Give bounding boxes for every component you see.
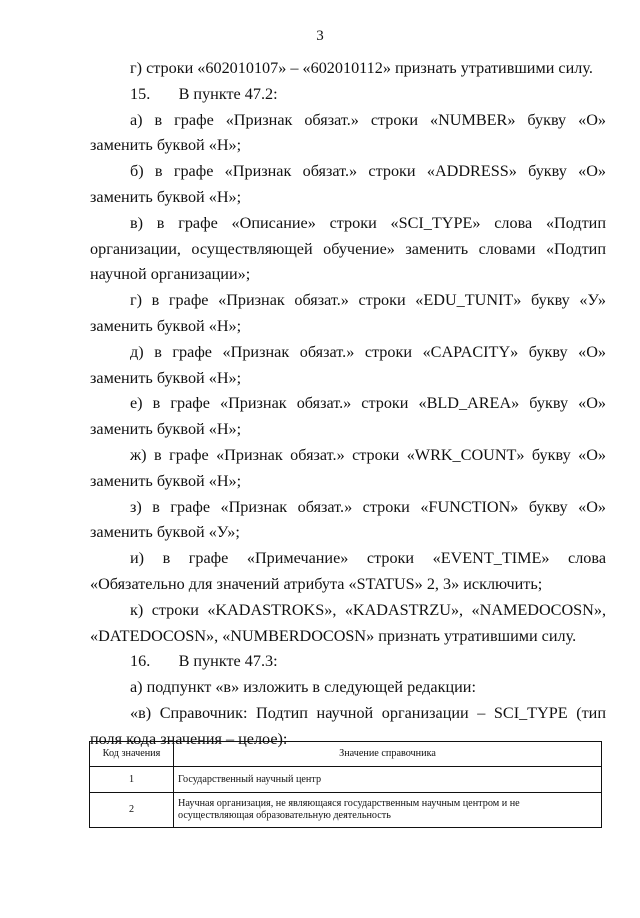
paragraph: д) в графе «Признак обязат.» строки «CAPACITY» букву «О» заменить буквой «Н»;: [90, 342, 606, 387]
paragraph: з) в графе «Признак обязат.» строки «FUNCTION» букву «О» заменить буквой «У»;: [90, 497, 606, 542]
table-header-row: [90, 742, 602, 767]
paragraph: «в) Справочник: Подтип научной организации – SCI_TYPE (тип поля кода значения – целое):: [90, 703, 606, 748]
paragraph: в) в графе «Описание» строки «SCI_TYPE» слова «Подтип организации, осуществляющей обучение» заменить словами «Подтип научной организации»;: [90, 213, 606, 284]
paragraph: е) в графе «Признак обязат.» строки «BLD_AREA» букву «О» заменить буквой «Н»;: [90, 394, 606, 439]
column-header-code: Код значения: [90, 742, 174, 767]
paragraph: а) в графе «Признак обязат.» строки «NUMBER» букву «О» заменить буквой «Н»;: [90, 110, 606, 155]
table-cell-code: 1: [90, 767, 174, 793]
reference-table: [89, 741, 602, 828]
table-cell-code: 2: [90, 793, 174, 828]
paragraph: г) строки «602010107» – «602010112» признать утратившими силу.: [130, 59, 593, 77]
table-cell-value: Государственный научный центр: [174, 767, 602, 793]
page-number: 3: [316, 28, 324, 44]
paragraph: г) в графе «Признак обязат.» строки «EDU_TUNIT» букву «У» заменить буквой «Н»;: [90, 291, 606, 335]
section-heading: 15. В пункте 47.2:: [130, 84, 278, 103]
paragraph: б) в графе «Признак обязат.» строки «ADDRESS» букву «О» заменить буквой «Н»;: [90, 162, 606, 206]
table-row: [90, 767, 602, 793]
section-heading: 16. В пункте 47.3:: [130, 652, 278, 671]
table-row: [90, 793, 602, 828]
paragraph: а) подпункт «в» изложить в следующей редакции:: [130, 678, 476, 697]
paragraph: к) строки «KADASTROKS», «KADASTRZU», «NAMEDOCOSN», «DATEDOCOSN», «NUMBERDOCOSN» признать утратившими силу.: [90, 600, 606, 645]
paragraph: и) в графе «Примечание» строки «EVENT_TIME» слова «Обязательно для значений атрибута «STATUS» 2, 3» исключить;: [90, 549, 606, 593]
document-body: [90, 56, 606, 753]
column-header-value: Значение справочника: [174, 742, 602, 767]
paragraph: ж) в графе «Признак обязат.» строки «WRK_COUNT» букву «О» заменить буквой «Н»;: [90, 445, 606, 490]
table-cell-value: Научная организация, не являющаяся государственным научным центром и не осуществляющая образовательную деятельность: [174, 793, 602, 828]
